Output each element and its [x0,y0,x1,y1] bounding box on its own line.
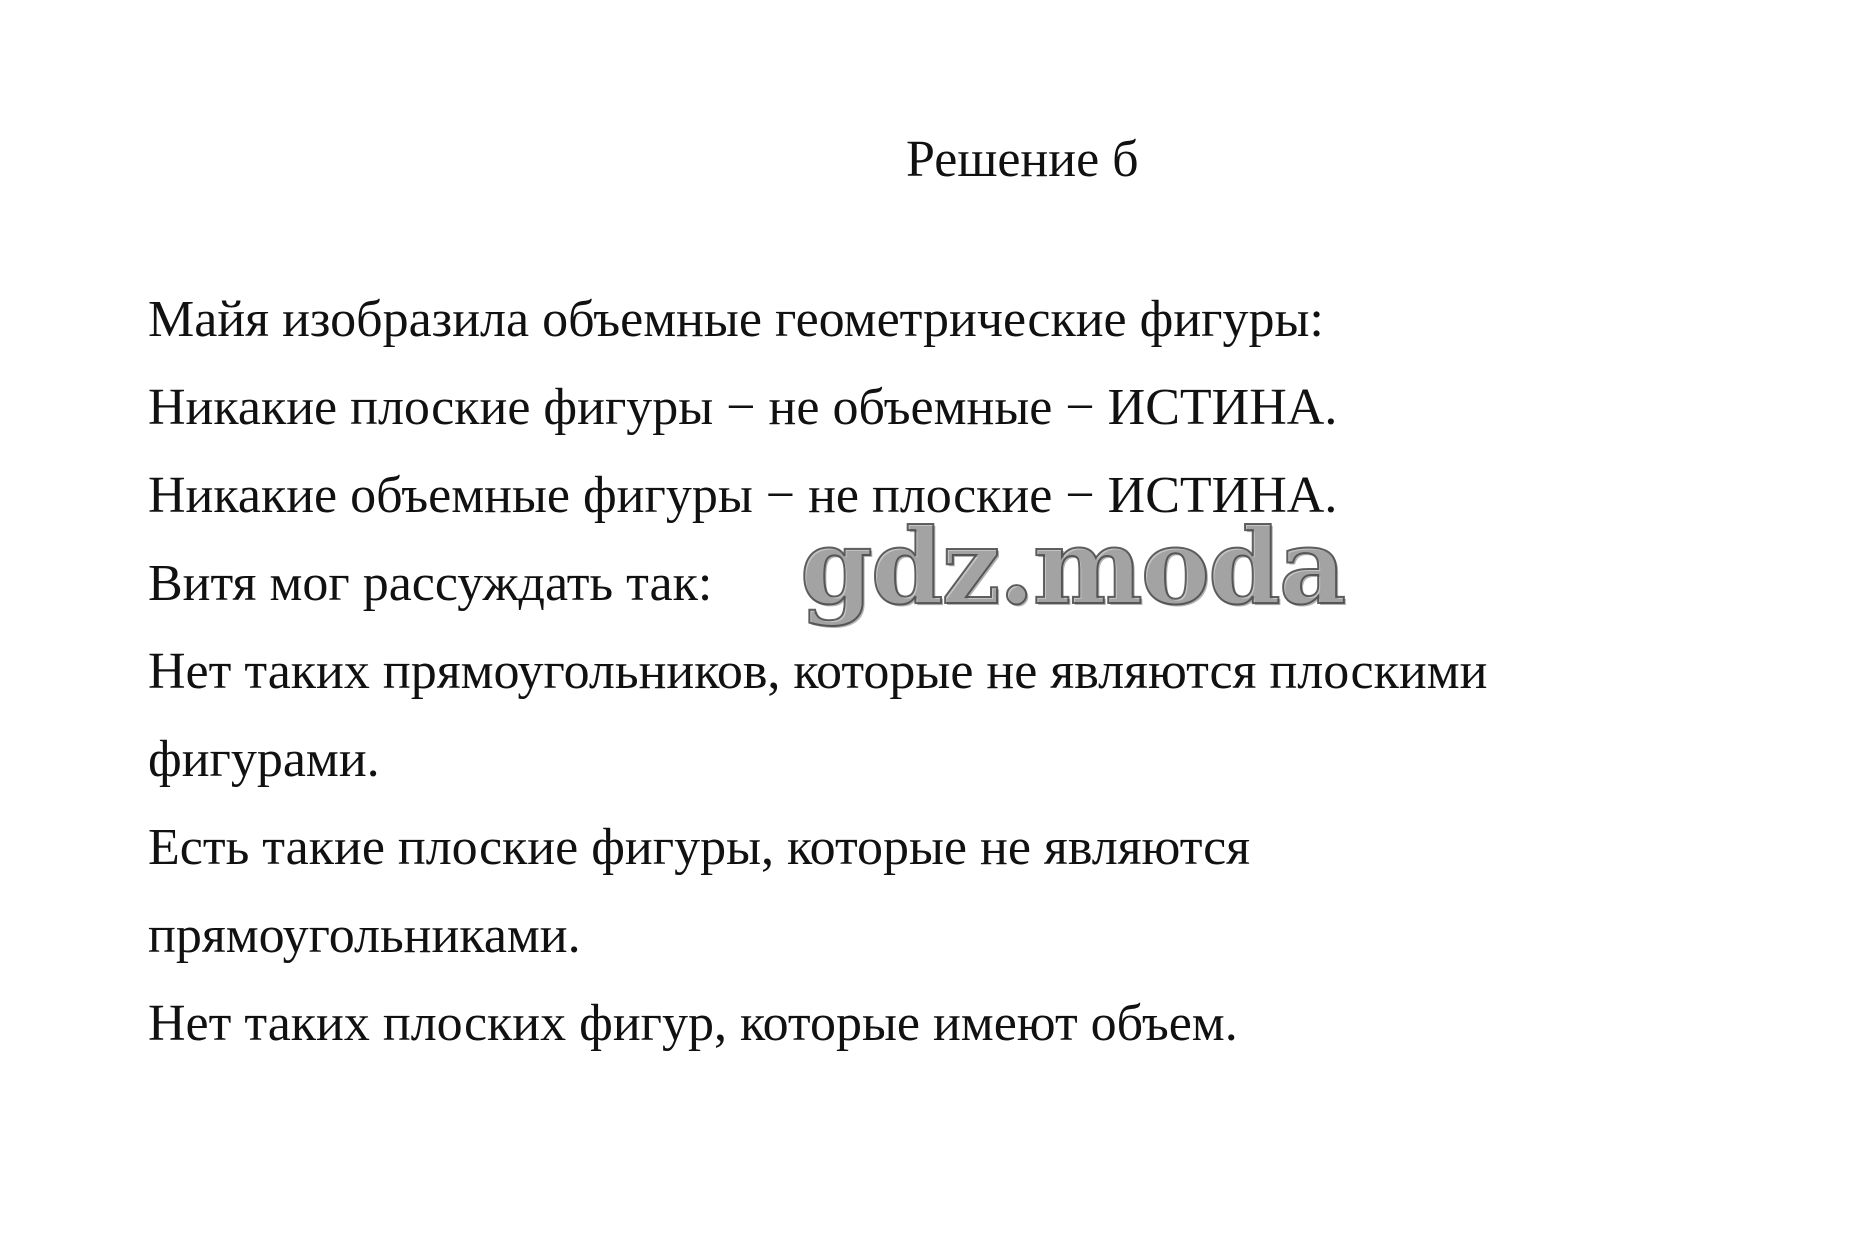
text-line: фигурами. [148,731,380,788]
page-title: Решение б [906,131,1139,188]
document-body [148,276,1798,1068]
text-line: Витя мог рассуждать так: [148,555,713,612]
text-line: Нет таких прямоугольников, которые не являются плоскими [148,643,1488,700]
text-line: прямоугольниками. [148,907,581,964]
watermark: gdz.moda [800,505,1345,628]
text-line: Никакие объемные фигуры − не плоские − ИСТИНА. [148,467,1338,524]
text-line: Есть такие плоские фигуры, которые не являются [148,819,1251,876]
text-line: Нет таких плоских фигур, которые имеют объем. [148,995,1238,1052]
text-line: Майя изобразила объемные геометрические фигуры: [148,291,1324,348]
text-line: Никакие плоские фигуры − не объемные − ИСТИНА. [148,379,1338,436]
